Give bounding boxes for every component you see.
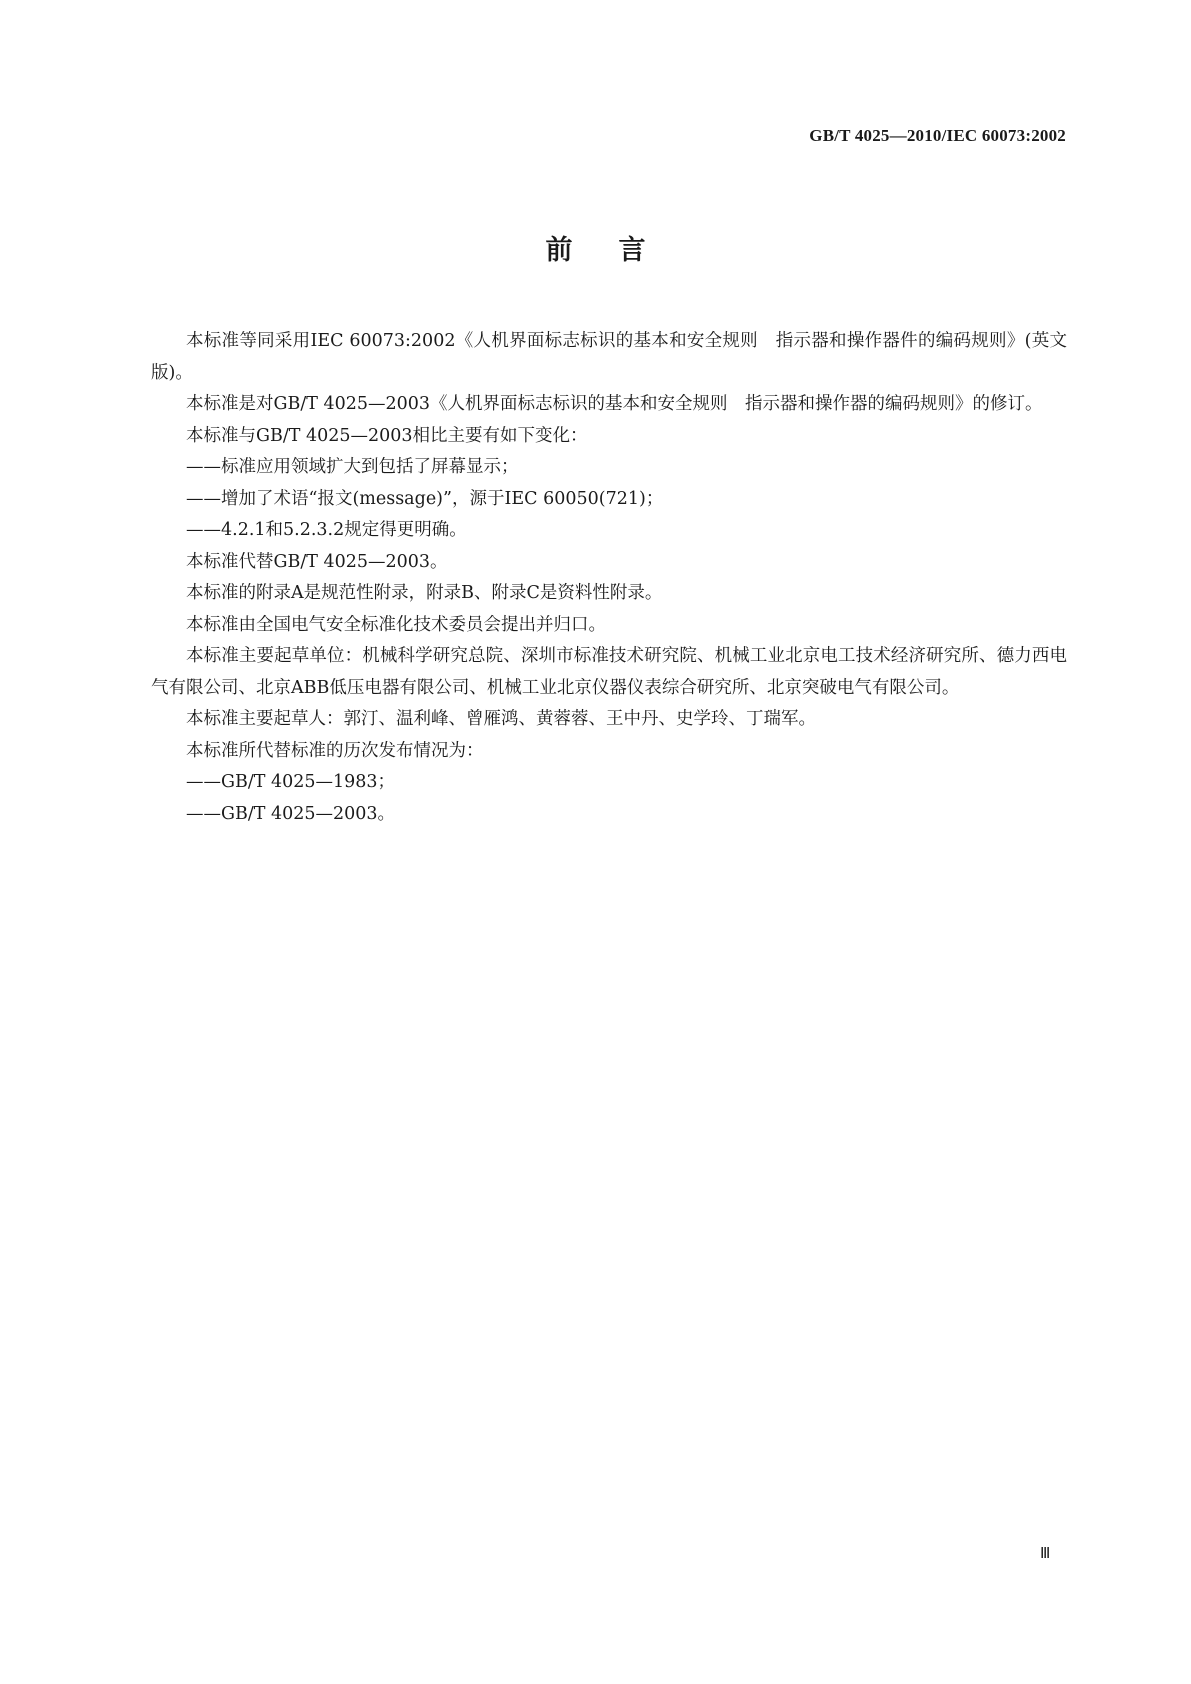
foreword-body: [151, 326, 1067, 830]
paragraph-proposer: 本标准由全国电气安全标准化技术委员会提出并归口。: [186, 614, 606, 635]
paragraph-replaces: 本标准代替GB/T 4025—2003。: [186, 551, 448, 572]
page-number: Ⅲ: [1040, 1546, 1051, 1562]
paragraph-drafting-units: 本标准主要起草单位：机械科学研究总院、深圳市标准技术研究院、机械工业北京电工技术经济研究所、德力西电气有限公司、北京ABB低压电器有限公司、机械工业北京仪器仪表综合研究所、北京突破电气有限公司。: [151, 646, 1067, 698]
change-item: ——标准应用领域扩大到包括了屏幕显示；: [186, 457, 519, 477]
history-item: ——GB/T 4025—2003。: [186, 803, 396, 824]
change-item: ——4.2.1和5.2.3.2规定得更明确。: [186, 520, 467, 540]
change-item: ——增加了术语“报文(message)”，源于IEC 60050(721)；: [186, 488, 664, 509]
paragraph-changes-intro: 本标准与GB/T 4025—2003相比主要有如下变化：: [186, 425, 588, 446]
paragraph-drafters: 本标准主要起草人：郭汀、温利峰、曾雁鸿、黄蓉蓉、王中丹、史学玲、丁瑞军。: [186, 709, 816, 729]
paragraph-annexes: 本标准的附录A是规范性附录，附录B、附录C是资料性附录。: [186, 583, 663, 603]
paragraph-adoption: 本标准等同采用IEC 60073:2002《人机界面标志标识的基本和安全规则 指示器和操作器件的编码规则》(英文版)。: [151, 331, 1067, 383]
standard-code-header: GB/T 4025—2010/IEC 60073:2002: [809, 126, 1066, 145]
history-item: ——GB/T 4025—1983；: [186, 772, 396, 792]
page-title: 前言: [545, 235, 692, 266]
paragraph-revision: 本标准是对GB/T 4025—2003《人机界面标志标识的基本和安全规则 指示器和操作器的编码规则》的修订。: [186, 394, 1043, 414]
paragraph-history-intro: 本标准所代替标准的历次发布情况为：: [186, 740, 484, 761]
